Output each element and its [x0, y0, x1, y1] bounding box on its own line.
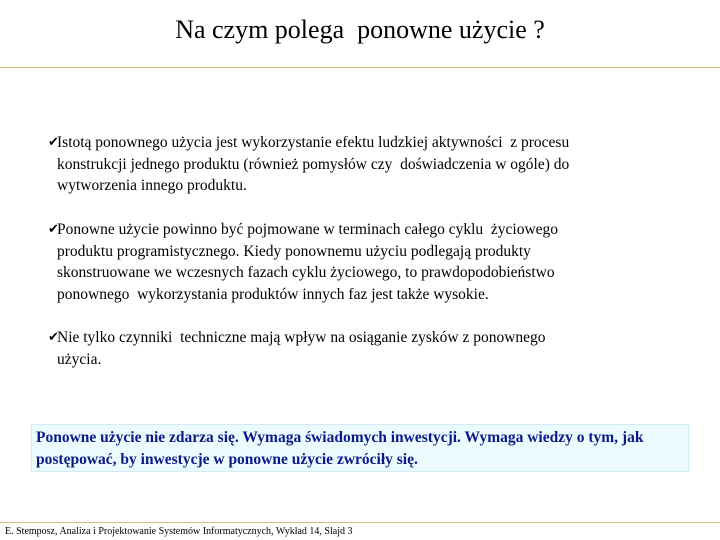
slide-title: Na czym polega ponowne użycie ?	[175, 15, 545, 44]
bullet-item	[48, 132, 688, 197]
checkmark-icon: ✔	[48, 135, 59, 150]
checkmark-icon: ✔	[48, 330, 59, 345]
bullet-text: Ponowne użycie powinno być pojmowane w terminach całego cyklu życiowego produktu programistycznego. Kiedy ponownemu użyciu podlegają produkty skonstruowane we wczesnych fazach cyklu życiowego, to prawdopodobieństwo ponownego wykorzystania produktów innych faz jest także wysokie.	[57, 221, 559, 303]
bullet-item	[48, 219, 688, 305]
bullet-text: Istotą ponownego użycia jest wykorzystanie efektu ludzkiej aktywności z procesu konstrukcji jednego produktu (również pomysłów czy doświadczenia w ogóle) do wytworzenia innego produktu.	[57, 134, 570, 194]
bullet-text: Nie tylko czynniki techniczne mają wpływ na osiąganie zysków z ponownego użycia.	[57, 329, 546, 368]
title-divider	[0, 67, 720, 68]
bullet-item	[48, 327, 688, 370]
slide-footer: E. Stemposz, Analiza i Projektowanie Systemów Informatycznych, Wykład 14, Slajd 3	[5, 526, 353, 537]
checkmark-icon: ✔	[48, 222, 59, 237]
callout-box	[31, 424, 689, 472]
footer-divider	[0, 522, 720, 523]
callout-text: Ponowne użycie nie zdarza się. Wymaga świadomych inwestycji. Wymaga wiedzy o tym, jak postępować, by inwestycje w ponowne użycie zwróciły się.	[36, 429, 644, 468]
